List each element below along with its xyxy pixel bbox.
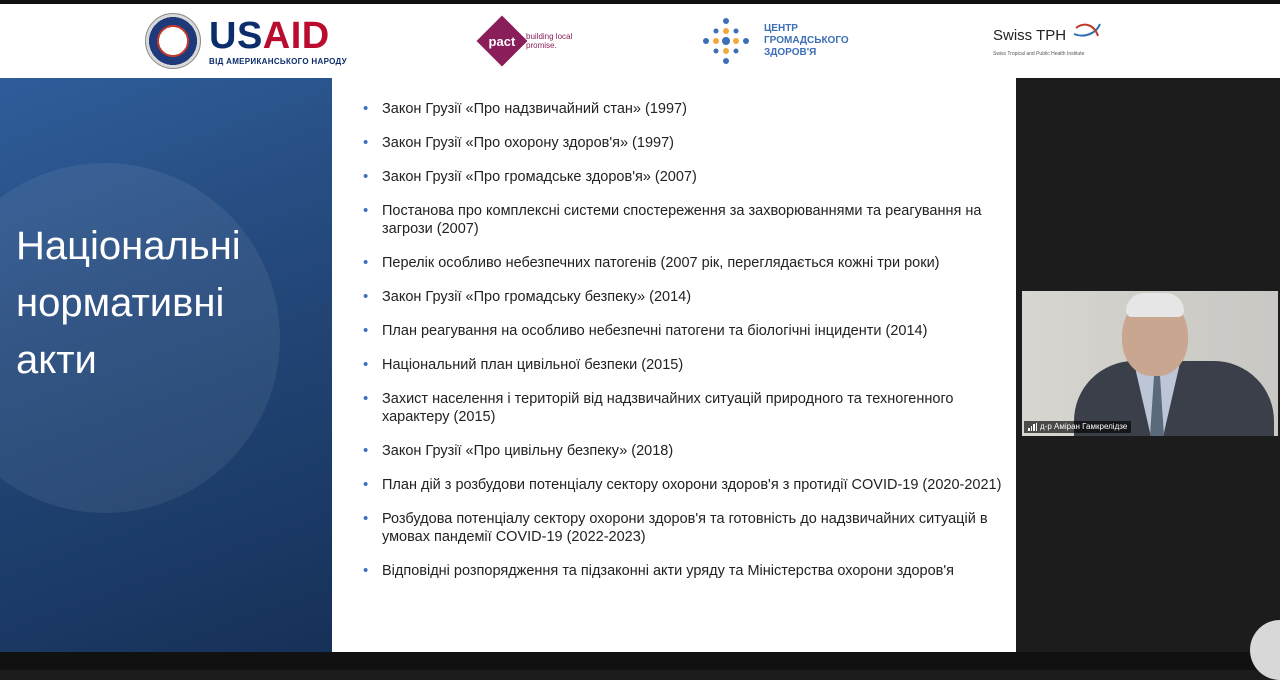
audio-signal-icon xyxy=(1028,423,1037,431)
usaid-logo xyxy=(145,4,347,78)
swiss-tph-subtitle: Swiss Tropical and Public Health Institute xyxy=(993,50,1085,57)
pact-tagline: building local promise. xyxy=(526,32,573,50)
list-item: • Закон Грузії «Про охорону здоров'я» (1997) xyxy=(382,134,1002,152)
public-health-center-emblem-icon xyxy=(702,17,750,65)
usaid-wordmark: USAID xyxy=(209,14,330,57)
participant-video-tile[interactable] xyxy=(1022,291,1278,436)
participant-name-label xyxy=(1024,421,1131,433)
speaker-hair xyxy=(1126,293,1184,317)
pact-diamond-icon xyxy=(477,16,528,67)
list-item: • Національний план цивільної безпеки (2015) xyxy=(382,356,1002,374)
list-item: • Закон Грузії «Про громадське здоров'я» (2007) xyxy=(382,168,1002,186)
swiss-tph-wordmark: Swiss TPH xyxy=(993,26,1104,46)
legal-acts-list xyxy=(382,100,1002,596)
slide-title-panel xyxy=(0,78,332,652)
list-item: • Закон Грузії «Про громадську безпеку» (2014) xyxy=(382,288,1002,306)
public-health-center-name: ЦЕНТР ГРОМАДСЬКОГО ЗДОРОВ'Я xyxy=(764,23,849,58)
list-item: • План реагування на особливо небезпечні патогени та біологічні інциденти (2014) xyxy=(382,322,1002,340)
list-item: • Розбудова потенціалу сектору охорони здоров'я та готовність до надзвичайних ситуацій в умовах пандемії COVID-19 (2022-2023) xyxy=(382,510,1002,546)
list-item: • Відповідні розпорядження та підзаконні акти уряду та Міністерства охорони здоров'я xyxy=(382,562,1002,580)
swiss-tph-logo xyxy=(993,4,1104,78)
list-item: • Закон Грузії «Про надзвичайний стан» (1997) xyxy=(382,100,1002,118)
list-item: • Постанова про комплексні системи спостереження за захворюваннями та реагування на загрози (2007) xyxy=(382,202,1002,238)
slide-content-panel xyxy=(332,78,1016,652)
list-item: • Захист населення і територій від надзвичайних ситуацій природного та техногенного характеру (2015) xyxy=(382,390,1002,426)
window-bottom-bar xyxy=(0,652,1280,670)
usaid-seal-icon xyxy=(145,13,201,69)
list-item: • Перелік особливо небезпечних патогенів (2007 рік, переглядається кожні три роки) xyxy=(382,254,1002,272)
slide-title: Національні нормативні акти xyxy=(16,224,241,382)
public-health-center-logo xyxy=(702,4,864,78)
floating-control-button[interactable] xyxy=(1250,620,1280,680)
list-item: • План дій з розбудови потенціалу сектору охорони здоров'я з протидії COVID-19 (2020-2021) xyxy=(382,476,1002,494)
sponsor-logos-bar xyxy=(0,4,1280,78)
usaid-subtitle: ВІД АМЕРИКАНСЬКОГО НАРОДУ xyxy=(209,56,347,66)
participant-name: д-р Аміран Гамкрелідзе xyxy=(1040,422,1128,431)
pact-logo xyxy=(484,4,574,78)
swiss-tph-swoosh-icon xyxy=(1070,12,1104,46)
pact-wordmark: pact xyxy=(488,33,516,49)
list-item: • Закон Грузії «Про цивільну безпеку» (2018) xyxy=(382,442,1002,460)
